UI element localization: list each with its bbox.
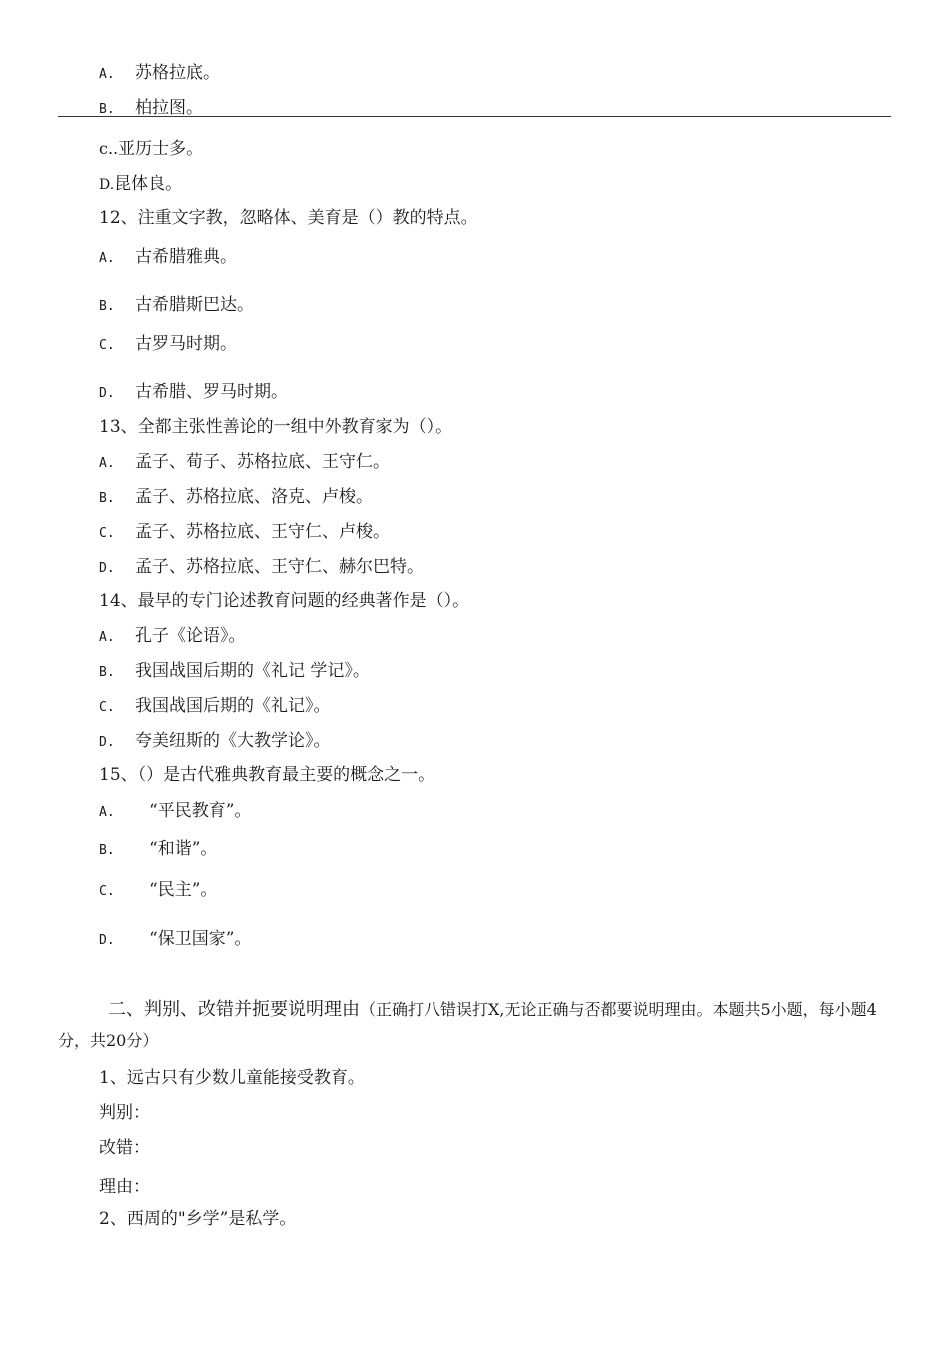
option-text: 我国战国后期的《礼记》。 xyxy=(135,696,331,716)
option-text: 苏格拉底。 xyxy=(135,63,220,83)
q14-option-a xyxy=(99,625,246,649)
q13-option-a xyxy=(99,451,390,475)
q15-option-c xyxy=(99,879,217,903)
option-label: B. xyxy=(99,299,115,314)
option-text: “平民教育”。 xyxy=(149,801,252,821)
option-label: B. xyxy=(99,491,115,506)
q15-stem: 15、（）是古代雅典教育最主要的概念之一。 xyxy=(99,765,436,785)
option-text: 亚历士多。 xyxy=(118,139,204,159)
q15-option-d xyxy=(99,928,251,952)
option-text: 孟子、苏格拉底、王守仁、卢梭。 xyxy=(135,522,390,542)
q12-option-b xyxy=(99,294,254,318)
option-label: B. xyxy=(99,102,115,117)
section-instructions: （正确打八错误打X,无论正确与否都要说明理由。本题共5小题，每小题4分，共20分） xyxy=(58,1000,877,1050)
option-text: 古罗马时期。 xyxy=(135,334,237,354)
q15-option-a xyxy=(99,800,251,824)
option-label: D. xyxy=(99,386,115,401)
section-title: 二、判别、改错并扼要说明理由 xyxy=(108,999,360,1020)
tf1-reason-label: 理由： xyxy=(99,1177,150,1197)
option-text: 昆体良。 xyxy=(114,174,183,194)
option-label: C. xyxy=(99,884,115,899)
option-label: D. xyxy=(99,177,115,193)
option-text: “和谐”。 xyxy=(149,839,218,859)
q11-option-b xyxy=(99,97,203,121)
q12-option-c xyxy=(99,333,237,357)
option-label: B. xyxy=(99,665,115,680)
option-label: c.. xyxy=(99,139,119,158)
q13-option-d xyxy=(99,556,424,580)
option-label: D. xyxy=(99,735,115,750)
option-text: 古希腊、罗马时期。 xyxy=(135,382,288,402)
option-label: D. xyxy=(99,561,115,576)
option-text: 孔子《论语》。 xyxy=(135,626,246,646)
option-label: C. xyxy=(99,700,115,715)
option-label: A. xyxy=(99,67,115,82)
option-text: 古希腊斯巴达。 xyxy=(135,295,254,315)
q14-option-d xyxy=(99,730,331,754)
q12-stem: 12、注重文字教，忽略体、美育是（）教的特点。 xyxy=(99,208,478,228)
q14-option-c xyxy=(99,695,331,719)
option-label: D. xyxy=(99,933,115,948)
option-text: 柏拉图。 xyxy=(135,98,203,118)
tf1-correct-label: 改错： xyxy=(99,1138,150,1158)
q14-stem: 14、最早的专门论述教育问题的经典著作是（）。 xyxy=(99,591,470,611)
q14-option-b xyxy=(99,660,370,684)
option-text: 古希腊雅典。 xyxy=(135,247,237,267)
section-2-heading xyxy=(58,994,894,1056)
option-label: B. xyxy=(99,843,115,858)
option-label: C. xyxy=(99,338,115,353)
option-text: 夸美纽斯的《大教学论》。 xyxy=(135,731,331,751)
tf2-stem: 2、西周的"乡学”是私学。 xyxy=(99,1209,297,1229)
q11-option-a xyxy=(99,62,220,86)
option-text: 孟子、苏格拉底、王守仁、赫尔巴特。 xyxy=(135,557,424,577)
option-text: 孟子、苏格拉底、洛克、卢梭。 xyxy=(135,487,373,507)
option-label: A. xyxy=(99,805,115,820)
q11-option-c xyxy=(99,138,203,160)
tf1-judge-label: 判别： xyxy=(99,1103,150,1123)
q12-option-a xyxy=(99,246,237,270)
q13-stem: 13、全都主张性善论的一组中外教育家为（）。 xyxy=(99,417,453,437)
tf1-stem: 1、远古只有少数儿童能接受教育。 xyxy=(99,1068,365,1088)
option-text: 我国战国后期的《礼记 学记》。 xyxy=(135,661,370,681)
q15-option-b xyxy=(99,838,217,862)
page-divider xyxy=(58,116,891,117)
q13-option-b xyxy=(99,486,373,510)
option-text: “保卫国家”。 xyxy=(149,929,252,949)
option-label: A. xyxy=(99,630,115,645)
option-label: A. xyxy=(99,456,115,471)
q11-option-d xyxy=(99,173,182,196)
option-label: C. xyxy=(99,526,115,541)
q13-option-c xyxy=(99,521,390,545)
option-text: “民主”。 xyxy=(149,880,218,900)
option-text: 孟子、荀子、苏格拉底、王守仁。 xyxy=(135,452,390,472)
q12-option-d xyxy=(99,381,288,405)
option-label: A. xyxy=(99,251,115,266)
